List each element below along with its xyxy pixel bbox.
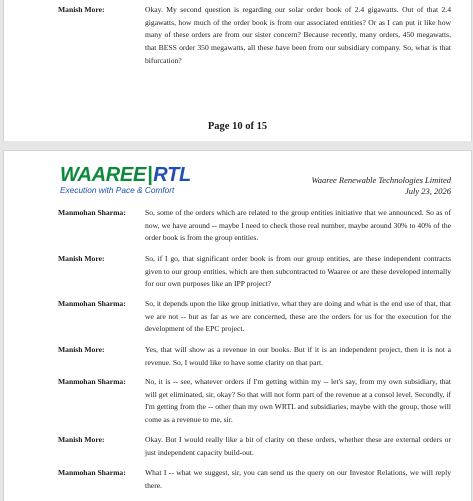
page-current: 10 — [232, 121, 243, 132]
speaker-text: What I -- what we suggest, sir, you can send us the query on our Investor Relations, we will reply there. — [145, 468, 451, 490]
speaker-text: So, it depends upon the like group initiative, what they are doing and what is the end use of that, that we are not -- but as far as we are concerned, these are the orders for us for the execution for the development of the EPC project. — [145, 299, 452, 334]
speaker-name: Manmohan Sharma: — [58, 468, 126, 477]
document-header — [311, 175, 451, 196]
logo-suffix: RTL — [153, 164, 191, 186]
speaker-name: Manish More: — [58, 345, 105, 354]
transcript-page-11 — [3, 150, 472, 501]
speaker-name: Manmohan Sharma: — [58, 299, 126, 308]
speaker-text: No, it is -- see, whatever orders if I'm getting within my -- let's say, from my own subsidiary, that will get eliminated, sir, okay? So that will not form part of the revenue at a consol level. Secondly, if I'm getting from the -- other than my own WRTL and subsidiaries, maybe with the group, those will come as a revenue to me, sir. — [145, 377, 451, 425]
speaker-name: Manish More: — [58, 254, 105, 263]
logo-separator: | — [146, 164, 153, 186]
speaker-name: Manish More: — [58, 435, 105, 444]
transcript-page-10 — [3, 0, 472, 141]
speaker-text: So, if I go, that significant order book is from our group entities, are these independent contracts given to our group entities, which are then subcontracted to Waaree or are these developed internally for our own purposes like an IPP project? — [145, 254, 451, 289]
speaker-text: Okay. But I would really like a bit of clarity on these orders, whether these are external orders or just independent capacity build-out. — [145, 435, 451, 457]
speaker-name: Manish More: — [58, 5, 105, 14]
logo-wordmark — [60, 165, 191, 185]
logo-tagline: Execution with Pace & Comfort — [60, 185, 175, 195]
speaker-name: Manmohan Sharma: — [58, 377, 126, 386]
page-of: of — [245, 121, 254, 132]
page-total: 15 — [256, 121, 268, 132]
speaker-text: So, some of the orders which are related to the group entities initiative that we announced. So as of now, we have around -- maybe I need to check those real number, maybe around 30% to 40% of the order book is from the group entities. — [145, 208, 451, 243]
page-label: Page — [207, 121, 230, 132]
page-number — [4, 121, 471, 132]
company-name: Waaree Renewable Technologies Limited — [311, 175, 451, 185]
speaker-text: Okay. My second question is regarding our solar order book of 2.4 gigawatts. Out of that 2.4 gigawatts, how much of the order book is from our associated entities? Or as I can put it like how many of these orders are from our sister concern? Because recently, many orders, 450 megawatts, that BESS order 350 megawatts, all these have been from our subsidiary company. So, what is that bifurcation? — [145, 5, 451, 65]
speaker-text: Yes, that will show as a revenue in our books. But if it is an independent project, then it is not a revenue. So, I would like to have some clarity on that part. — [145, 345, 451, 367]
company-logo — [60, 164, 191, 195]
document-date: July 23, 2026 — [404, 185, 451, 196]
logo-main-text: WAAREE — [60, 164, 146, 186]
speaker-name: Manmohan Sharma: — [58, 208, 126, 217]
